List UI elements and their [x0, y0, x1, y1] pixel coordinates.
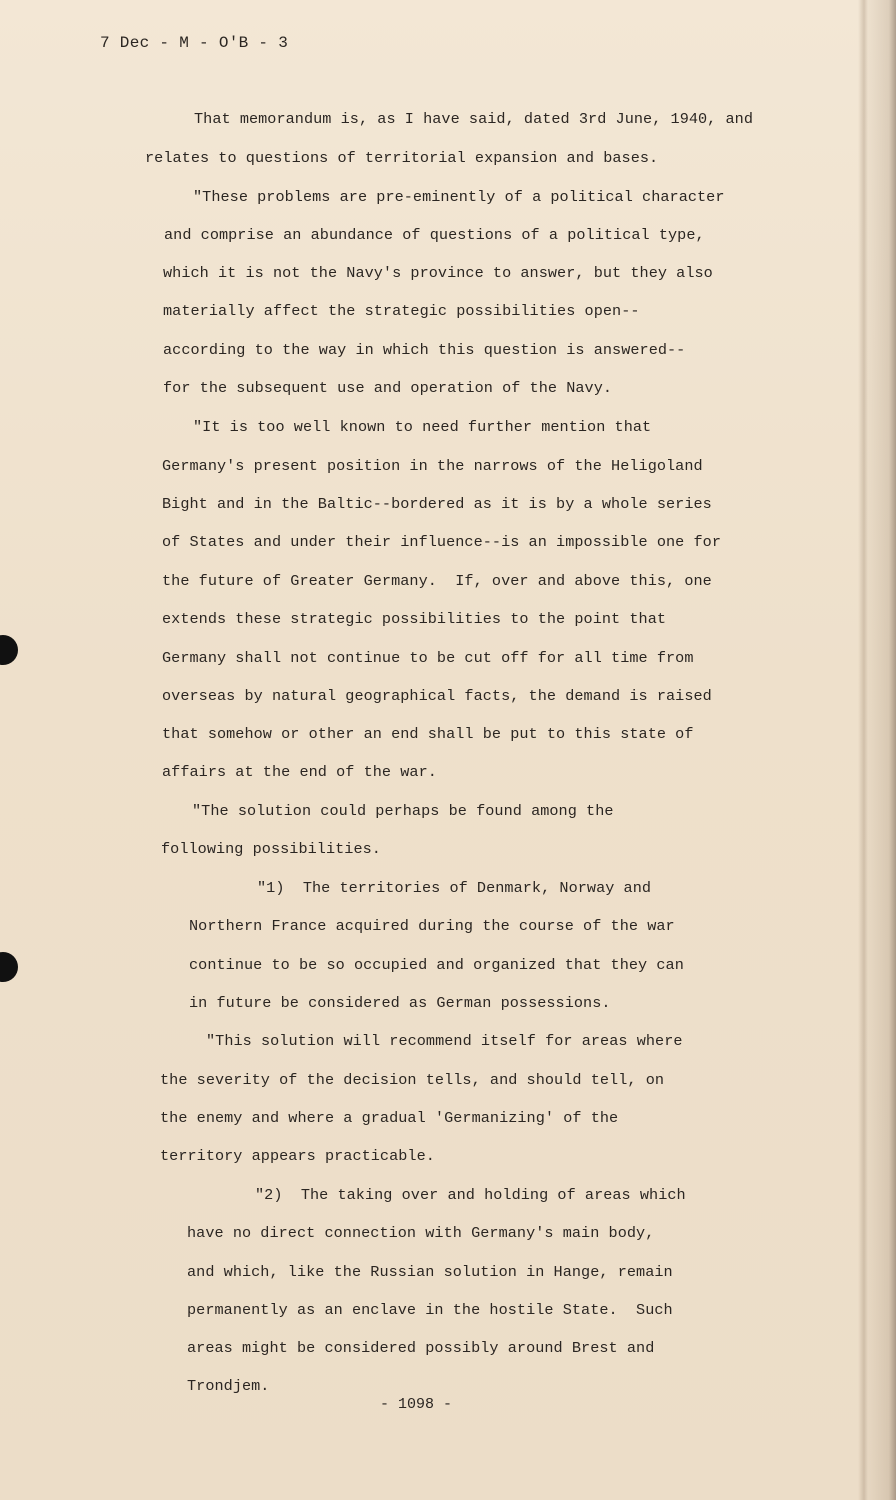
text-line: "The solution could perhaps be found among the [192, 802, 614, 820]
text-line: "This solution will recommend itself for areas where [206, 1032, 683, 1050]
text-line: Northern France acquired during the course of the war [189, 917, 675, 935]
page-fold [858, 0, 868, 1500]
text-line: territory appears practicable. [160, 1147, 435, 1165]
text-line: and comprise an abundance of questions of a political type, [164, 226, 705, 244]
text-line: continue to be so occupied and organized that they can [189, 956, 684, 974]
text-line: "2) The taking over and holding of areas which [255, 1186, 686, 1204]
text-line: the enemy and where a gradual 'Germanizing' of the [160, 1109, 619, 1127]
text-line: materially affect the strategic possibilities open-- [163, 302, 640, 320]
text-line: Germany's present position in the narrows of the Heligoland [162, 457, 703, 475]
text-line: that somehow or other an end shall be put to this state of [162, 725, 694, 743]
text-line: Germany shall not continue to be cut off for all time from [162, 649, 694, 667]
text-line: "1) The territories of Denmark, Norway and [257, 879, 652, 897]
text-line: affairs at the end of the war. [162, 763, 437, 781]
text-line: of States and under their influence--is an impossible one for [162, 533, 722, 551]
text-line: "These problems are pre-eminently of a political character [193, 188, 725, 206]
text-line: relates to questions of territorial expansion and bases. [145, 149, 659, 167]
text-line: for the subsequent use and operation of the Navy. [163, 379, 613, 397]
text-line: Bight and in the Baltic--bordered as it is by a whole series [162, 495, 712, 513]
text-line: the severity of the decision tells, and should tell, on [160, 1071, 665, 1089]
punch-hole-upper [0, 635, 18, 665]
text-line: according to the way in which this question is answered-- [163, 341, 686, 359]
text-line: extends these strategic possibilities to the point that [162, 610, 667, 628]
text-line: "It is too well known to need further mention that [193, 418, 652, 436]
text-line: overseas by natural geographical facts, the demand is raised [162, 687, 712, 705]
text-line: which it is not the Navy's province to answer, but they also [163, 264, 713, 282]
text-line: Trondjem. [187, 1377, 270, 1395]
text-line: in future be considered as German possessions. [189, 994, 611, 1012]
text-line: areas might be considered possibly around Brest and [187, 1339, 655, 1357]
text-line: and which, like the Russian solution in Hange, remain [187, 1263, 673, 1281]
text-line: permanently as an enclave in the hostile State. Such [187, 1301, 673, 1319]
punch-hole-lower [0, 952, 18, 982]
text-line: have no direct connection with Germany's main body, [187, 1224, 655, 1242]
page-number: - 1098 - [380, 1396, 453, 1413]
text-line: the future of Greater Germany. If, over and above this, one [162, 572, 712, 590]
page-reference: 7 Dec - M - O'B - 3 [100, 34, 289, 52]
text-line: following possibilities. [161, 840, 381, 858]
text-line: That memorandum is, as I have said, dated 3rd June, 1940, and [194, 110, 754, 128]
